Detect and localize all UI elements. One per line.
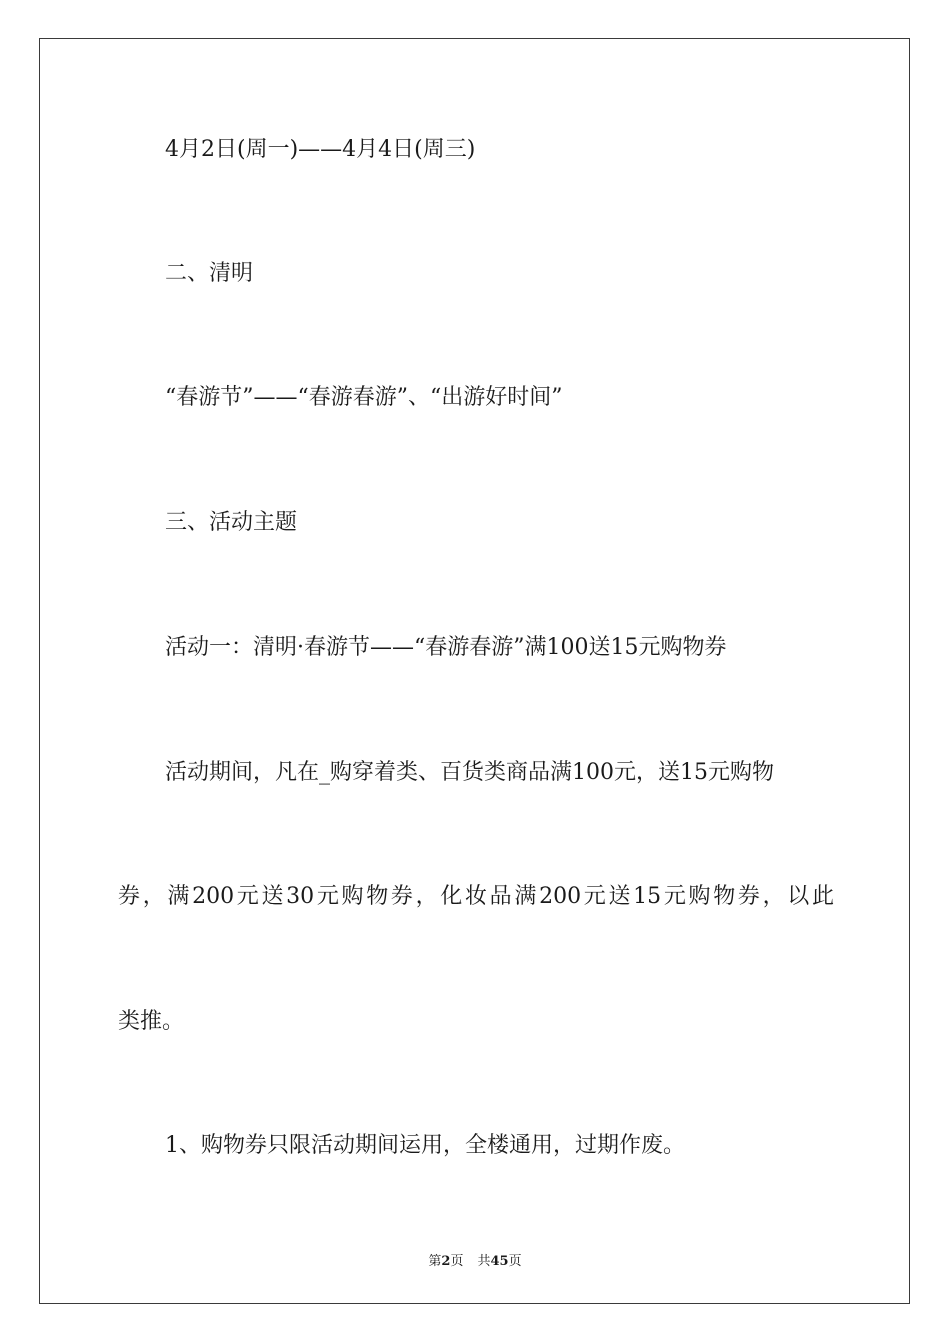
paragraph-line-2: 券，满200元送30元购物券，化妆品满200元送15元购物券，以此	[118, 884, 834, 909]
paragraph-line-3: 类推。	[118, 1009, 185, 1034]
footer-page-suffix: 页	[450, 1254, 464, 1269]
theme-slogan-line: “春游节”——“春游春游”、“出游好时间”	[165, 385, 563, 410]
footer-page-prefix: 第	[428, 1254, 442, 1269]
footer-total-prefix: 共	[477, 1254, 491, 1269]
page-border	[39, 38, 910, 1304]
date-range-line: 4月2日(周一)——4月4日(周三)	[165, 137, 476, 162]
page-footer	[0, 1250, 950, 1269]
footer-page-number: 2	[441, 1254, 451, 1269]
activity-one-title: 活动一：清明·春游节——“春游春游”满100送15元购物券	[165, 635, 727, 660]
footer-total-pages: 45	[490, 1254, 509, 1269]
section-heading-qingming: 二、清明	[165, 261, 254, 286]
paragraph-line-1: 活动期间，凡在_购穿着类、百货类商品满100元，送15元购物	[165, 760, 774, 785]
rule-item-1: 1、购物券只限活动期间运用，全楼通用，过期作废。	[165, 1133, 685, 1158]
section-heading-activity-theme: 三、活动主题	[165, 510, 298, 535]
footer-total-suffix: 页	[508, 1254, 522, 1269]
